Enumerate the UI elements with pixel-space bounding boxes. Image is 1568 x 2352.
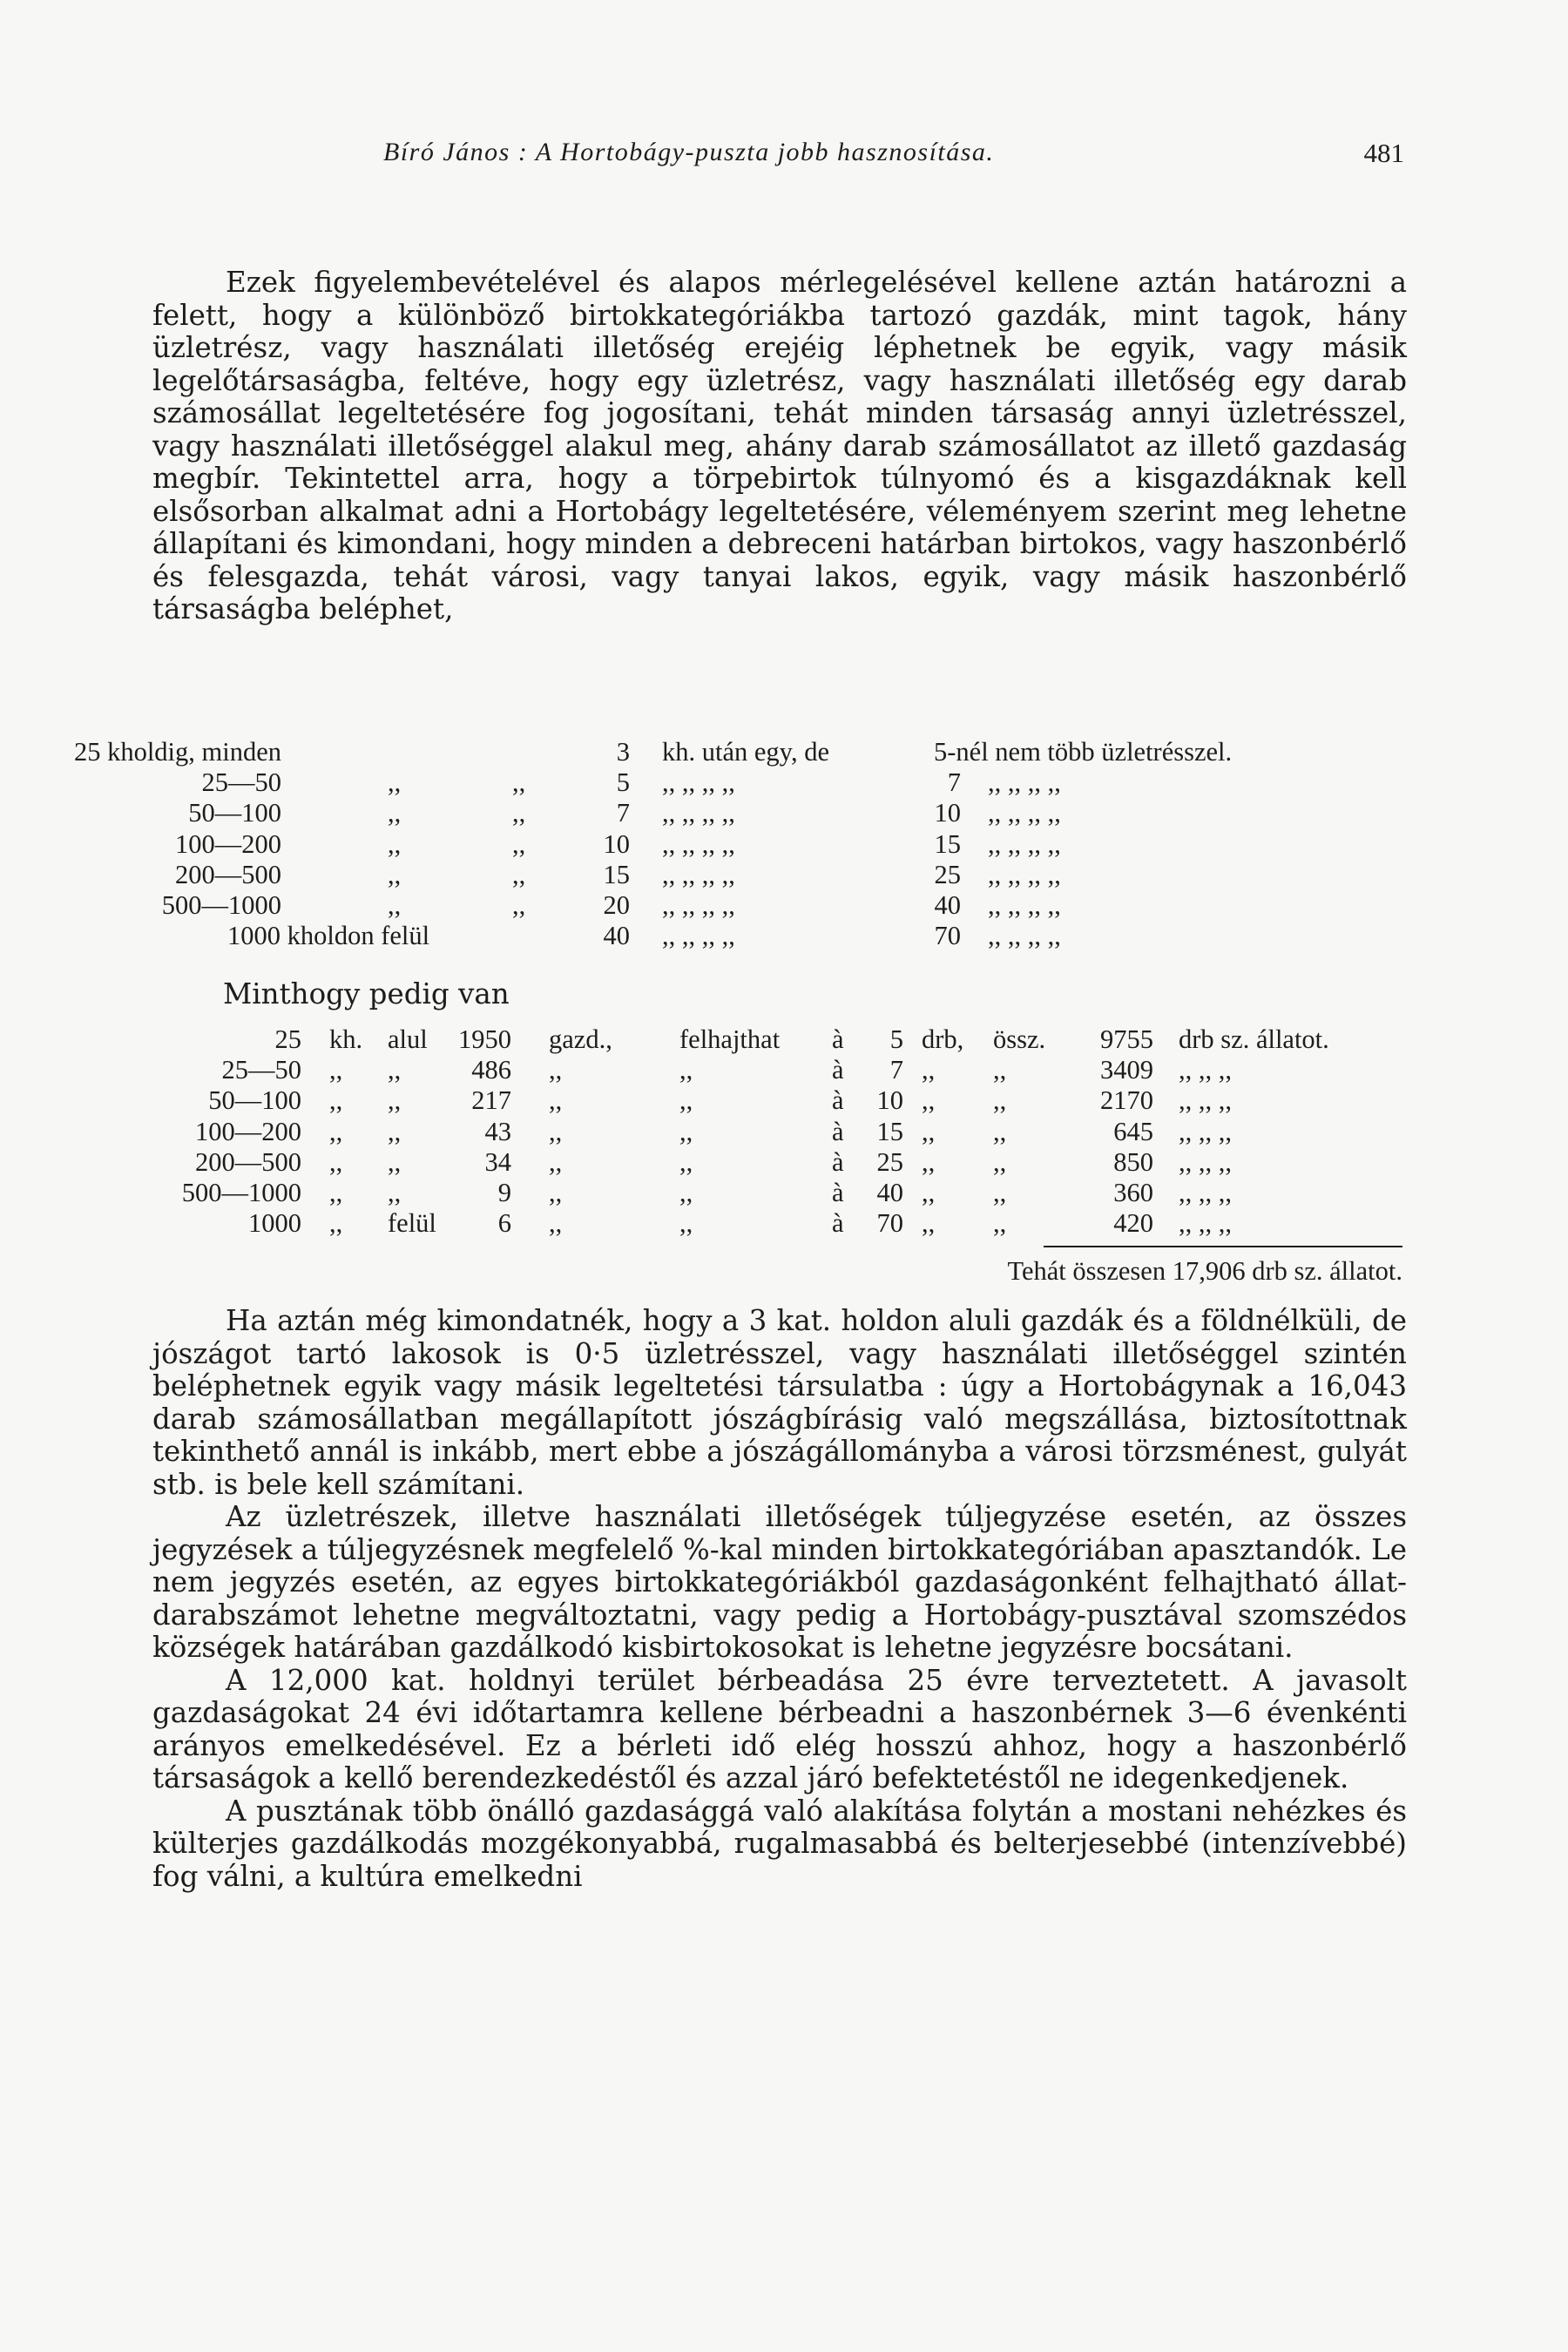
table-cell-c-rest: ,, ,, ,, ,, xyxy=(988,921,1061,951)
table-cell-g: ,, xyxy=(549,1178,563,1207)
table-cell-k: 15 xyxy=(876,1116,903,1146)
table-cell-cat: 200—500 xyxy=(195,1146,301,1177)
table-cell-cat: 25 kholdig, minden xyxy=(73,737,281,767)
table-cell-n: 217 xyxy=(471,1085,511,1116)
table-cell-c-rest: ,, ,, ,, ,, xyxy=(988,859,1061,889)
table-row xyxy=(0,1055,1568,1086)
table-cell-u: ,, xyxy=(922,1085,936,1116)
table-cell-tail: ,, ,, ,, xyxy=(1179,1055,1232,1085)
table-cell-u: ,, xyxy=(922,1055,936,1085)
table-cell-f: ,, xyxy=(679,1146,693,1177)
table-cell-a: 15 xyxy=(603,859,630,889)
table-cell-f: ,, xyxy=(679,1085,693,1116)
table-cell-w2: ,, xyxy=(388,1178,402,1207)
table-row xyxy=(0,921,1568,952)
table-cell-f: felhajthat xyxy=(679,1024,781,1054)
table-cell-a: à xyxy=(832,1178,844,1207)
table-cell-k: 70 xyxy=(876,1208,903,1239)
table-cell-w1: kh. xyxy=(329,1024,363,1054)
table-cell-n: 34 xyxy=(484,1146,511,1177)
table-cell-d1: ,, xyxy=(388,828,402,859)
paragraph: A pusztának több önálló gazdasággá való alakítása folytán a mostani nehézkes és külterjes gazdálkodás mozgékonyabbá, rugalmasabbá és belterjesebbé (intenzívebbé) fog válni, a kultúra emelkedni xyxy=(152,1794,1407,1893)
table-row xyxy=(0,1085,1568,1117)
table-cell-a: 40 xyxy=(603,921,630,951)
table-cell-g: gazd., xyxy=(549,1024,612,1054)
table-cell-a: 3 xyxy=(616,737,630,767)
table-cell-k: 7 xyxy=(889,1055,903,1085)
table-cell-t: 3409 xyxy=(1100,1055,1153,1085)
table-cell-c-num: 15 xyxy=(934,828,961,859)
table-cell-d2: ,, xyxy=(512,767,526,798)
table-cell-b: ,, ,, ,, ,, xyxy=(662,890,735,920)
table-cell-b: ,, ,, ,, ,, xyxy=(662,828,735,859)
table-cell-g: ,, xyxy=(549,1146,563,1177)
table-row xyxy=(0,737,1568,768)
table-cell-b: kh. után egy, de xyxy=(662,737,829,767)
table-cell-w1: ,, xyxy=(329,1116,343,1146)
table-cell-w2: ,, xyxy=(388,1116,402,1146)
table-cell-a: à xyxy=(832,1024,844,1054)
table-cell-c-num: 70 xyxy=(934,921,961,951)
table-cell-w1: ,, xyxy=(329,1208,343,1239)
table-row xyxy=(0,1178,1568,1209)
table-cell-k: 40 xyxy=(876,1178,903,1207)
table-cell-w1: ,, xyxy=(329,1085,343,1116)
page-number: 481 xyxy=(1363,138,1404,168)
table-row xyxy=(0,860,1568,891)
table-cell-w2: felül xyxy=(388,1208,436,1239)
table-cell-k: 5 xyxy=(889,1024,903,1054)
table-cell-tail: ,, ,, ,, xyxy=(1179,1208,1232,1239)
table-cell-a: 7 xyxy=(616,798,630,828)
table-cell-o: össz. xyxy=(993,1024,1046,1054)
table-cell-o: ,, xyxy=(993,1146,1007,1177)
table-cell-u: ,, xyxy=(922,1208,936,1239)
table-cell-c-num: 7 xyxy=(947,767,961,798)
table-cell-w2: alul xyxy=(388,1024,428,1054)
table-cell-c-num: 10 xyxy=(934,798,961,828)
table-cell-n: 1950 xyxy=(458,1024,511,1054)
table-cell-w2: ,, xyxy=(388,1085,402,1116)
table-intro-text: Minthogy pedig van xyxy=(223,977,510,1010)
table-cell-a: à xyxy=(832,1116,844,1146)
table-cell-cat: 500—1000 xyxy=(181,1178,301,1207)
table-cell-w1: ,, xyxy=(329,1146,343,1177)
table-cell-b: ,, ,, ,, ,, xyxy=(662,798,735,828)
table-cell-cat: 25—50 xyxy=(221,1055,301,1085)
table-row xyxy=(0,1117,1568,1148)
table-cell-tail: ,, ,, ,, xyxy=(1179,1085,1232,1116)
table-cell-c: 5-nél nem több üzletrésszel. xyxy=(934,737,1233,767)
paragraph: Ezek figyelembevételével és alapos mérlegelésével kellene aztán határozni a felett, hogy a különböző birtokkategóriákba tartozó gazdák, mint tagok, hány üzletrész, vagy használati illetőség erejéig léphetnek be egyik, vagy másik legelőtársaságba, feltéve, hogy egy üzletrész, vagy használati illetőség egy darab számosállat legeltetésére fog jogosítani, tehát minden társaság annyi üzletrésszel, vagy használati illetőséggel alakul meg, ahány darab számosállatot az illető gazdaság megbír. Tekintettel arra, hogy a törpebirtok túlnyomó és a kisgazdáknak kell elsősorban alkalmat adni a Hortobágy legeltetésére, véleményem szerint meg lehetne állapítani és kimondani, hogy minden a debreceni határban birtokos, vagy haszonbérlő és felesgazda, tehát városi, vagy tanyai lakos, egyik, vagy másik haszonbérlő társaságba beléphet, xyxy=(152,266,1407,625)
table-cell-n: 486 xyxy=(471,1055,511,1085)
table-cell-a: 10 xyxy=(603,828,630,859)
table-cell-a: à xyxy=(832,1146,844,1177)
table-cell-a: à xyxy=(832,1055,844,1085)
table-cell-g: ,, xyxy=(549,1116,563,1146)
table-cell-cat: 1000 xyxy=(248,1208,301,1239)
table-cell-u: ,, xyxy=(922,1116,936,1146)
table-row xyxy=(0,798,1568,829)
table-cell-n: 43 xyxy=(484,1116,511,1146)
table-cell-d1: ,, xyxy=(388,859,402,889)
table-cell-u: ,, xyxy=(922,1178,936,1207)
table-cell-tail: drb sz. állatot. xyxy=(1179,1024,1329,1054)
table-cell-g: ,, xyxy=(549,1085,563,1116)
table-cell-d1: ,, xyxy=(388,798,402,828)
table-cell-g: ,, xyxy=(549,1055,563,1085)
table-cell-t: 850 xyxy=(1113,1146,1153,1177)
table-cell-cat: 100—200 xyxy=(195,1116,301,1146)
table-row xyxy=(0,890,1568,922)
table-cell-u: ,, xyxy=(922,1146,936,1177)
table-cell-t: 420 xyxy=(1113,1208,1153,1239)
running-head: Bíró János : A Hortobágy-puszta jobb hasznosítása. xyxy=(383,138,995,166)
page-header xyxy=(0,138,1568,176)
table-cell-o: ,, xyxy=(993,1085,1007,1116)
table-cell-d2: ,, xyxy=(512,798,526,828)
table-cell-tail: ,, ,, ,, xyxy=(1179,1116,1232,1146)
table-cell-t: 2170 xyxy=(1100,1085,1153,1116)
table-cell-tail: ,, ,, ,, xyxy=(1179,1178,1232,1207)
table-cell-g: ,, xyxy=(549,1208,563,1239)
table-cell-w1: ,, xyxy=(329,1178,343,1207)
table-cell-f: ,, xyxy=(679,1116,693,1146)
body-text-conclusion xyxy=(152,1305,1407,1893)
total-line: Tehát összesen 17,906 drb sz. állatot. xyxy=(1007,1256,1402,1286)
table-cell-a: à xyxy=(832,1208,844,1239)
body-text-intro xyxy=(152,267,1407,626)
table-cell-c-rest: ,, ,, ,, ,, xyxy=(988,798,1061,828)
table-cell-o: ,, xyxy=(993,1116,1007,1146)
table-cell-o: ,, xyxy=(993,1208,1007,1239)
table-cell-d2: ,, xyxy=(512,859,526,889)
table-cell-cat: 500—1000 xyxy=(161,890,281,920)
table-cell-f: ,, xyxy=(679,1055,693,1085)
table-cell-b: ,, ,, ,, ,, xyxy=(662,767,735,798)
table-cell-k: 10 xyxy=(876,1085,903,1116)
table-cell-c-num: 25 xyxy=(934,859,961,889)
table-row xyxy=(0,1147,1568,1179)
table-cell-a: 20 xyxy=(603,890,630,920)
table-cell-a: à xyxy=(832,1085,844,1116)
table-cell-cat: 50—100 xyxy=(208,1085,301,1116)
table-cell-c-num: 40 xyxy=(934,890,961,920)
table-cell-w2: ,, xyxy=(388,1146,402,1177)
table-cell-c-rest: ,, ,, ,, ,, xyxy=(988,828,1061,859)
table-cell-u: drb, xyxy=(922,1024,964,1054)
table-row xyxy=(0,829,1568,861)
table-row xyxy=(0,767,1568,799)
table-row xyxy=(0,1208,1568,1240)
table-cell-a: 5 xyxy=(616,767,630,798)
table-cell-w2: ,, xyxy=(388,1055,402,1085)
table-cell-t: 9755 xyxy=(1100,1024,1153,1054)
table-cell-f: ,, xyxy=(679,1178,693,1207)
table-cell-t: 645 xyxy=(1113,1116,1153,1146)
paragraph: Az üzletrészek, illetve használati illetőségek túljegyzése esetén, az összes jegyzések a túljegyzésnek megfelelő %-kal minden birtokkategóriában apasztandók. Le nem jegyzés esetén, az egyes birtokkategóriákból gazdaságonként felhajtható állat-darabszámot lehetne megváltoztatni, vagy pedig a Hortobágy-pusztával szomszédos községek határában gazdálkodó kisbirtokosokat is lehetne jegyzésre bocsátani. xyxy=(152,1500,1407,1664)
table-row xyxy=(0,1024,1568,1056)
table-cell-k: 25 xyxy=(876,1146,903,1177)
table-cell-o: ,, xyxy=(993,1178,1007,1207)
table-cell-t: 360 xyxy=(1113,1178,1153,1207)
table-cell-d2: ,, xyxy=(512,828,526,859)
table-cell-d1: ,, xyxy=(388,767,402,798)
paragraph: A 12,000 kat. holdnyi terület bérbeadása 25 évre terveztetett. A javasolt gazdaságokat 24 évi időtartamra kellene bérbeadni a haszonbérnek 3—6 évenkénti arányos emelkedésével. Ez a bérleti idő elég hosszú ahhoz, hogy a haszonbérlő társaságok a kellő berendezkedéstől és azzal járó befektetéstől ne idegenkedjenek. xyxy=(152,1663,1407,1794)
table-cell-d1: ,, xyxy=(388,890,402,920)
table-cell-cat: 100—200 xyxy=(175,828,281,859)
table-cell-c-rest: ,, ,, ,, ,, xyxy=(988,890,1061,920)
table-cell-b: ,, ,, ,, ,, xyxy=(662,921,735,951)
paragraph: Ha aztán még kimondatnék, hogy a 3 kat. holdon aluli gazdák és a földnélküli, de jószágot tartó lakosok is 0·5 üzletrésszel, vagy használati illetőséggel szintén beléphetnek egyik vagy másik legeltetési társulatba : úgy a Hortobágynak a 16,043 darab számosállatban megállapított jószágbírásig való megszállása, biztosítottnak tekinthető annál is inkább, mert ebbe a jószágállományba a városi törzsménest, gulyát stb. is bele kell számítani. xyxy=(152,1304,1407,1501)
table-cell-c-rest: ,, ,, ,, ,, xyxy=(988,767,1061,798)
table-cell-cat: 200—500 xyxy=(175,859,281,889)
table-cell-cat: 25 xyxy=(274,1024,301,1054)
table-cell-n: 9 xyxy=(497,1178,511,1207)
table-cell-w1: ,, xyxy=(329,1055,343,1085)
table-cell-cat: 1000 kholdon felül xyxy=(227,921,430,951)
table-cell-cat: 25—50 xyxy=(201,767,281,798)
table-cell-d2: ,, xyxy=(512,890,526,920)
table-cell-n: 6 xyxy=(497,1208,511,1239)
table-cell-o: ,, xyxy=(993,1055,1007,1085)
table-cell-f: ,, xyxy=(679,1208,693,1239)
sum-rule xyxy=(1044,1246,1402,1247)
table-cell-cat: 50—100 xyxy=(188,798,281,828)
table-cell-tail: ,, ,, ,, xyxy=(1179,1146,1232,1177)
table-cell-b: ,, ,, ,, ,, xyxy=(662,859,735,889)
